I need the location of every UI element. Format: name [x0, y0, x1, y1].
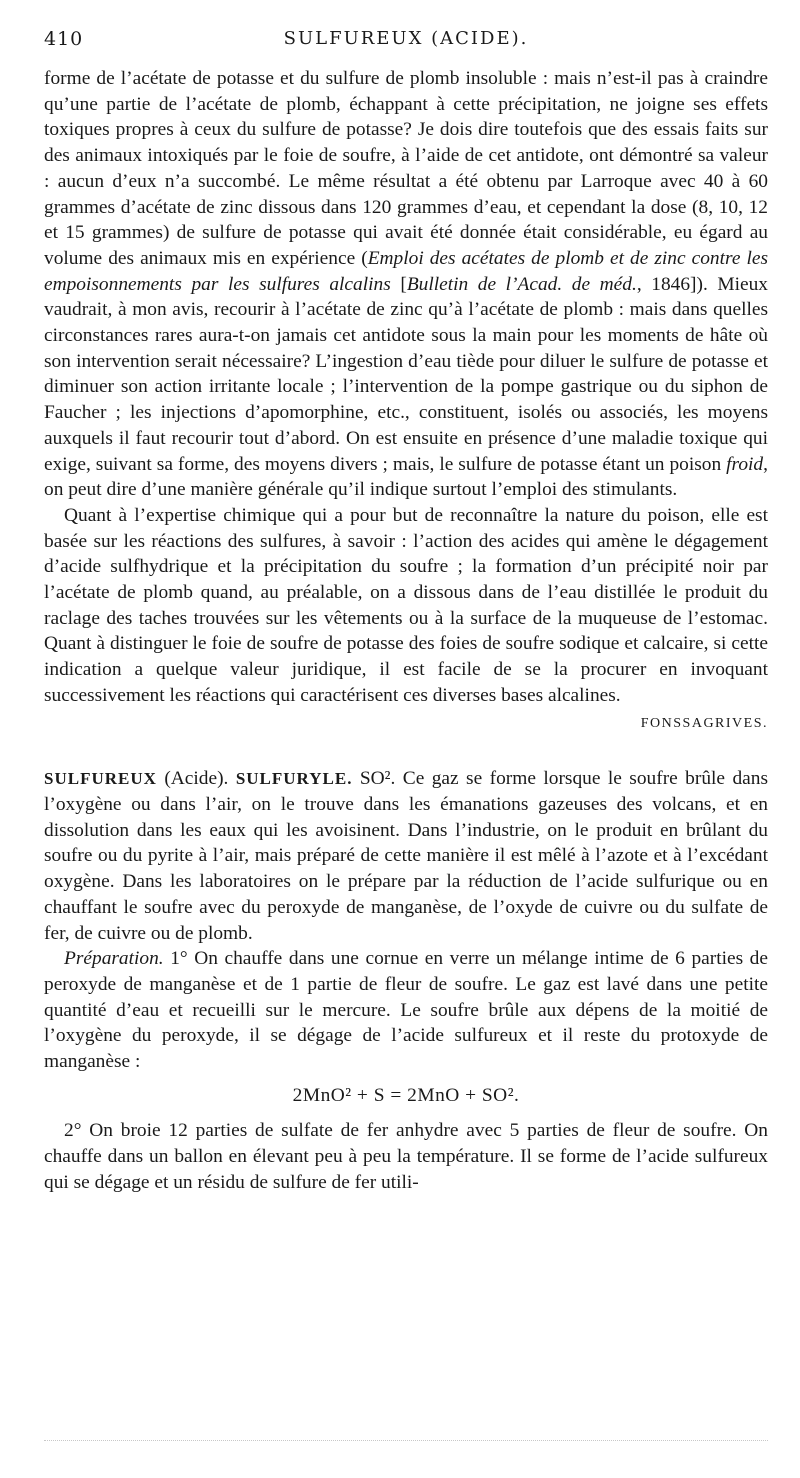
text-run: , on peut dire d’une manière générale qu’il indique surtout l’emploi des stimulants. [44, 453, 768, 501]
paragraph-preparation [44, 946, 768, 1075]
paragraph-method-two: 2° On broie 12 parties de sulfate de fer anhydre avec 5 parties de fleur de soufre. On chauffe dans un ballon en élevant peu à peu la température. Il se forme de l’acide sulfureux qui se dégage et un résidu de sulfure de fer utili- [44, 1120, 768, 1193]
page-number: 410 [44, 28, 84, 50]
paragraph-expertise: Quant à l’expertise chimique qui a pour but de reconnaître la nature du poison, elle est basée sur les réactions des sulfures, à savoir : l’action des acides qui amène le dégagement d’acide sulfhydrique et la précipitation du soufre ; la formation d’un précipité noir par l’acétate de plomb quand, au préalable, on a dissous dans de l’eau distillée le produit du raclage des taches trouvées sur les vêtements ou à la surface de la muqueuse de l’estomac. Quant à distinguer le foie de soufre de potasse des foies de soufre sodique et calcaire, si cette indication a quelque valeur juridique, il est facile de se la procurer en invoquant successivement les réactions qui caractérisent ces diverses bases alcalines. [44, 504, 768, 706]
text-run: 1° On chauffe dans une cornue en verre un mélange intime de 6 parties de peroxyde de manganèse et de 1 partie de fleur de soufre. Le gaz est lavé dans une petite quantité d’eau et recueilli sur le mercure. Le soufre brûle aux dépens de la moitié de l’oxygène du peroxyde, il se dégage de l’acide sulfureux et il reste du protoxyde de manganèse : [44, 948, 768, 1073]
italic-title: Emploi des acétates de plomb et de zinc contre les empoisonnements par les sulfures alcalins [44, 247, 768, 295]
text-run: , 1846]). Mieux vaudrait, à mon avis, recourir à l’acétate de zinc qu’à l’acétate de plomb : mais dans quelles circonstances rares aura-t-on jamais cet antidote sous la main pour les moments de hâte où son intervention serait nécessaire? L’ingestion d’eau tiède pour diluer le sulfure de potasse et diminuer son action irritante locale ; l’intervention de la pompe gastrique ou du siphon de Faucher ; les injections d’apomorphine, etc., constituent, isolés ou associés, les moyens auxquels il faut recourir tout d’abord. On est ensuite en présence d’une maladie toxique qui exige, suivant sa forme, des moyens divers ; mais, le sulfure de potasse étant un poison [44, 273, 769, 475]
text-run: SO². Ce gaz se forme lorsque le soufre brûle dans l’oxygène ou dans l’air, on le trouve dans les émanations gazeuses des volcans, et en dissolution dans les eaux qui les avoisinent. Dans l’industrie, on le produit en brûlant du soufre ou du pyrite à l’air, mais préparé de cette manière il est mêlé à l’azote et à l’excédant oxygène. Dans les laboratoires on le prépare par la réduction de l’acide sulfurique ou en chauffant le soufre avec du peroxyde de manganèse, de l’oxyde de cuivre ou du sulfate de fer, de cuivre ou de plomb. [44, 768, 768, 944]
paragraph-antidote [44, 66, 768, 503]
italic-word: froid [726, 453, 764, 475]
bottom-rule [44, 1440, 768, 1444]
text-run: forme de l’acétate de potasse et du sulfure de plomb insoluble : mais n’est-il pas à craindre qu’une partie de l’acétate de plomb, échappant à cette précipitation, ne joigne ses effets toxiques propres à ceux du sulfure de potasse? Je dois dire toutefois que des essais faits sur des animaux intoxiqués par le foie de soufre, à l’aide de cet antidote, ont démontré sa valeur : aucun d’eux n’a succombé. Le même résultat a été obtenu par Larroque avec 40 à 60 grammes d’acétate de zinc dissous dans 120 grammes d’eau, et cependant la dose (8, 10, 12 et 15 grammes) de sulfure de potasse qui avait été donnée était considérable, eu égard au volume des animaux mis en expérience ( [44, 68, 768, 269]
entry-synonym: SULFURYLE. [235, 769, 353, 789]
section-gap [44, 736, 768, 766]
running-title: SULFUREUX (ACIDE). [283, 28, 529, 49]
italic-preparation: Préparation. [64, 948, 164, 970]
author-signature: FONSSAGRIVES. [640, 715, 768, 731]
text-run: [ [390, 273, 407, 295]
page-header [44, 28, 768, 58]
text-run: (Acide). [156, 768, 236, 790]
text-body [44, 66, 768, 1196]
entry-headword: SULFUREUX [44, 769, 157, 789]
paragraph-entry-intro [44, 766, 768, 946]
italic-citation: Bulletin de l’Acad. de méd. [406, 273, 637, 295]
chemical-equation: 2MnO² + S = 2MnO + SO². [292, 1084, 520, 1106]
